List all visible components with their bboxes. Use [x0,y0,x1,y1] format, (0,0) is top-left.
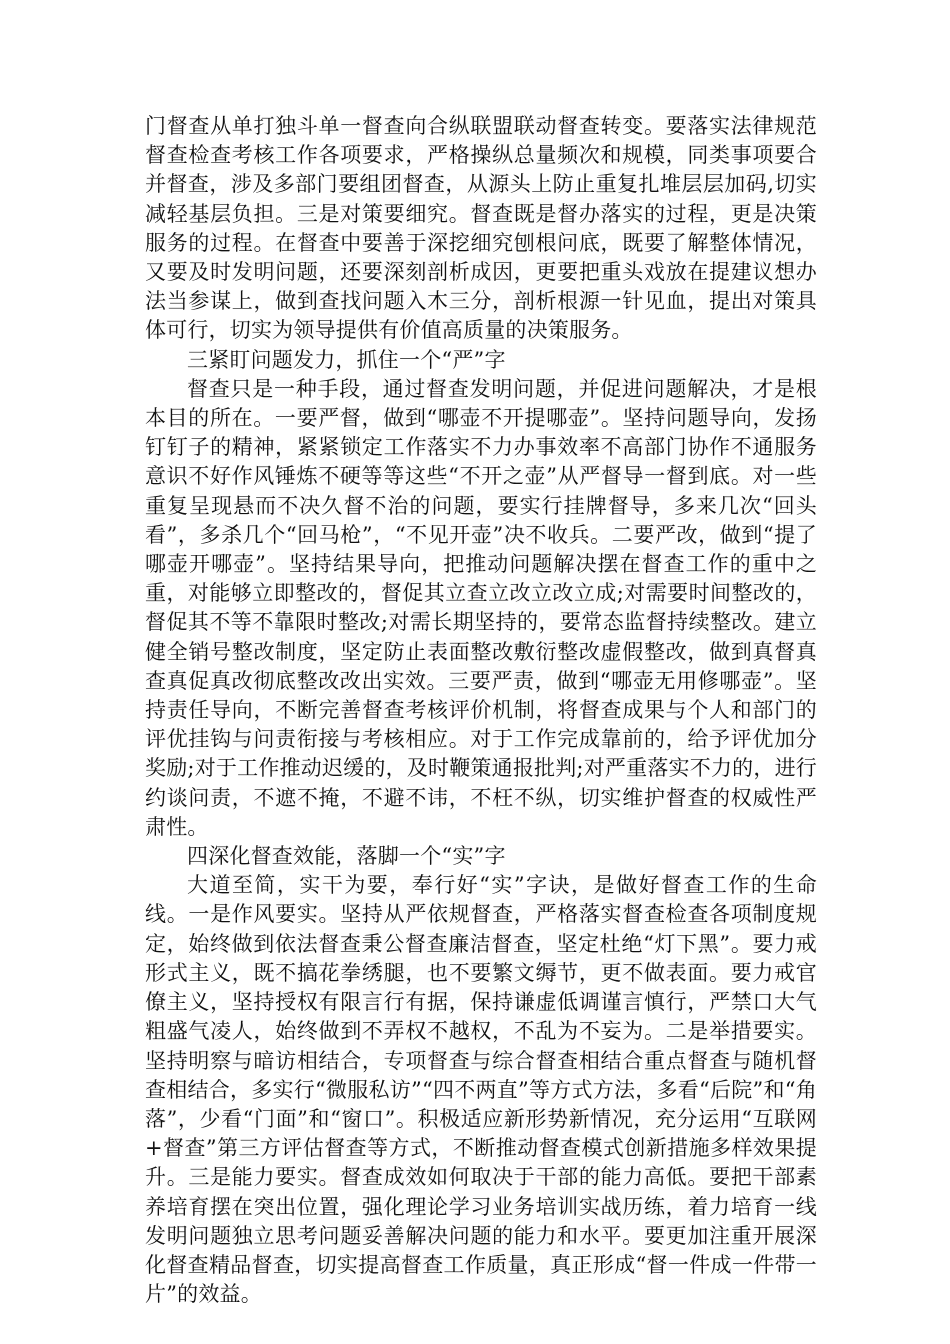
document-page [145,112,817,1309]
section-heading-3: 三紧盯问题发力，抓住一个“严”字 [187,347,506,372]
paragraph-section-4: 大道至简，实干为要，奉行好“实”字诀，是做好督查工作的生命线。一是作风要实。坚持从严依规督查，严格落实督查检查各项制度规定，始终做到依法督查秉公督查廉洁督查，坚定杜绝“灯下黑”。要力戒形式主义，既不搞花拳绣腿，也不要繁文缛节，更不做表面。要力戒官僚主义，坚持授权有限言行有据，保持谦虚低调谨言慎行，严禁口大气粗盛气凌人，始终做到不弄权不越权，不乱为不妄为。二是举措要实。坚持明察与暗访相结合，专项督查与综合督查相结合重点督查与随机督查相结合，多实行“微服私访”“四不两直”等方式方法，多看“后院”和“角落”，少看“门面”和“窗口”。积极适应新形势新情况，充分运用“互联网+督查”第三方评估督查等方式，不断推动督查模式创新措施多样效果提升。三是能力要实。督查成效如何取决于干部的能力高低。要把干部素养培育摆在突出位置，强化理论学习业务培训实战历练，着力培育一线发明问题独立思考问题妥善解决问题的能力和水平。要更加注重开展深化督查精品督查，切实提高督查工作质量，真正形成“督一件成一件带一片”的效益。 [145,873,817,1307]
paragraph-section-3: 督查只是一种手段，通过督查发明问题，并促进问题解决，才是根本目的所在。一要严督，做到“哪壶不开提哪壶”。坚持问题导向，发扬钉钉子的精神，紧紧锁定工作落实不力办事效率不高部门协作不通服务意识不好作风锤炼不硬等等这些“不开之壶”从严督导一督到底。对一些重复呈现悬而不决久督不治的问题，要实行挂牌督导，多来几次“回头看”，多杀几个“回马枪”，“不见开壶”决不收兵。二要严改，做到“提了哪壶开哪壶”。坚持结果导向，把推动问题解决摆在督查工作的重中之重，对能够立即整改的，督促其立查立改立改立成;对需要时间整改的，督促其不等不靠限时整改;对需长期坚持的，要常态监督持续整改。建立健全销号整改制度，坚定防止表面整改敷衍整改虚假整改，做到真督真查真促真改彻底整改改出实效。三要严责，做到“哪壶无用修哪壶”。坚持责任导向，不断完善督查考核评价机制，将督查成果与个人和部门的评优挂钩与问责衔接与考核相应。对于工作完成靠前的，给予评优加分奖励;对于工作推动迟缓的，及时鞭策通报批判;对严重落实不力的，进行约谈问责，不遮不掩，不避不讳，不枉不纵，切实维护督查的权威性严肃性。 [145,376,817,839]
paragraph-continued: 门督查从单打独斗单一督查向合纵联盟联动督查转变。要落实法律规范督查检查考核工作各项要求，严格操纵总量频次和规模，同类事项要合并督查，涉及多部门要组团督查，从源头上防止重复扎堆层层加码,切实减轻基层负担。三是对策要细究。督查既是督办落实的过程，更是决策服务的过程。在督查中要善于深挖细究刨根问底，既要了解整体情况，又要及时发明问题，还要深刻剖析成因，更要把重头戏放在提建议想办法当参谋上，做到查找问题入木三分，剖析根源一针见血，提出对策具体可行，切实为领导提供有价值高质量的决策服务。 [145,114,817,343]
section-heading-4: 四深化督查效能，落脚一个“实”字 [187,844,506,869]
